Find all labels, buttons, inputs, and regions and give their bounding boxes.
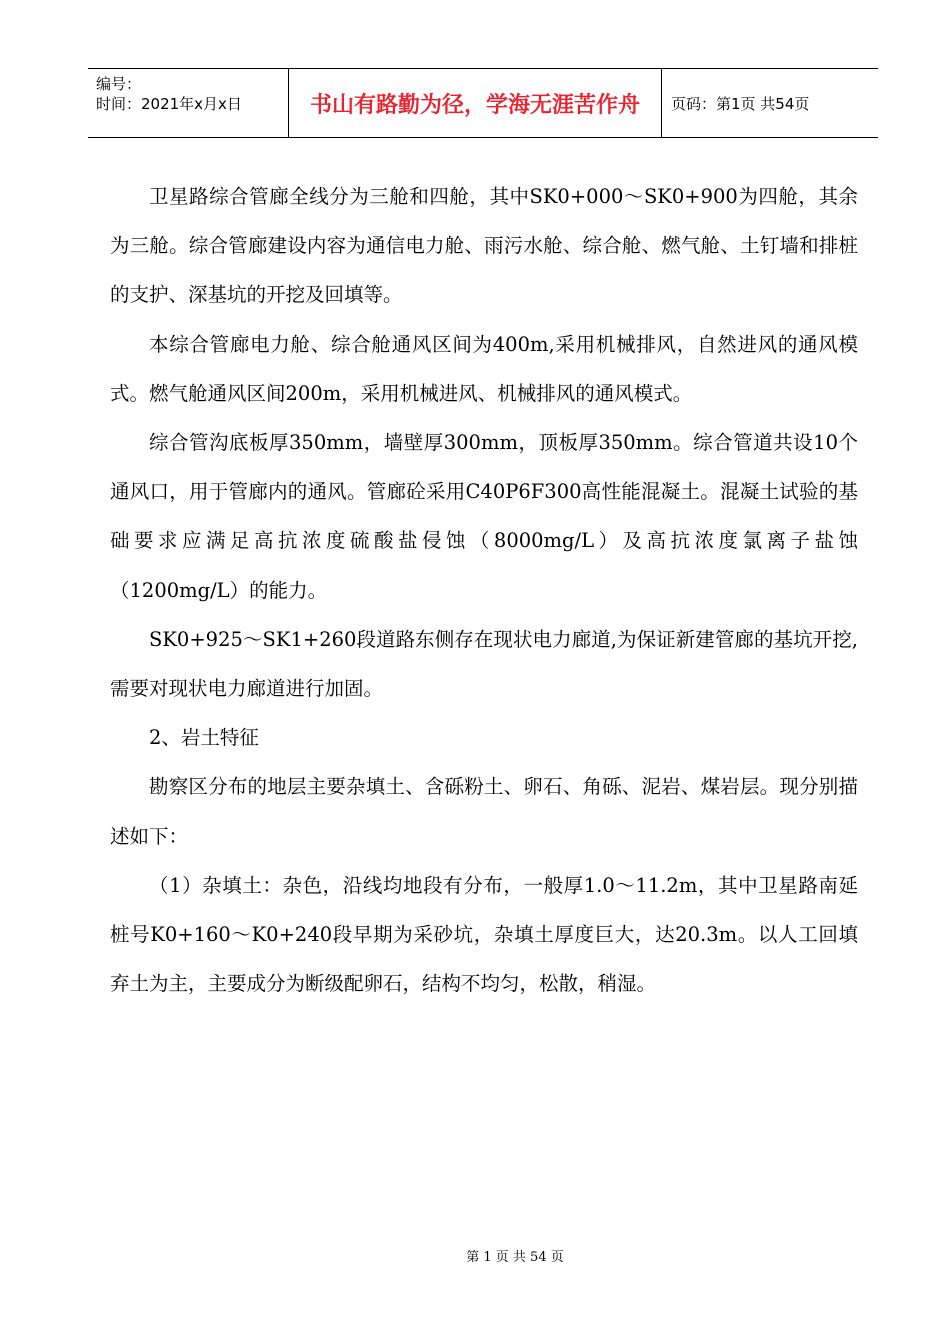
paragraph: （1）杂填土：杂色，沿线均地段有分布，一般厚1.0～11.2m，其中卫星路南延桩号K0+160～K0+240段早期为采砂坑，杂填土厚度巨大，达20.3m。以人工回填弃土为主，主要成分为断级配卵石，结构不均匀，松散，稍湿。 xyxy=(110,873,858,996)
header-divider xyxy=(661,69,662,137)
paragraph: 综合管沟底板厚350mm，墙壁厚300mm，顶板厚350mm。综合管道共设10个通风口，用于管廊内的通风。管廊砼采用C40P6F300高性能混凝土。混凝土试验的基础要求应满足高抗浓度硫酸盐侵蚀（8000mg/L）及高抗浓度氯离子盐蚀（1200mg/L）的能力。 xyxy=(110,431,858,602)
header-page-info: 页码：第1页 共54页 xyxy=(671,95,810,113)
page-footer: 第 1 页 共 54 页 xyxy=(466,1250,564,1265)
document-number-label: 编号： xyxy=(96,75,142,93)
header-meta xyxy=(88,69,288,137)
paragraph: 卫星路综合管廊全线分为三舱和四舱，其中SK0+000～SK0+900为四舱，其余为三舱。综合管廊建设内容为通信电力舱、雨污水舱、综合舱、燃气舱、土钉墙和排桩的支护、深基坑的开挖及回填等。 xyxy=(110,185,858,307)
page-header xyxy=(88,68,878,138)
paragraph: 勘察区分布的地层主要杂填土、含砾粉土、卵石、角砾、泥岩、煤岩层。现分别描述如下： xyxy=(110,775,858,848)
header-motto: 书山有路勤为径，学海无涯苦作舟 xyxy=(309,91,640,118)
paragraph: SK0+925～SK1+260段道路东侧存在现状电力廊道,为保证新建管廊的基坑开挖,需要对现状电力廊道进行加固。 xyxy=(110,627,858,701)
document-time-label: 时间：2021年x月x日 xyxy=(96,95,242,113)
section-heading: 2、岩土特征 xyxy=(149,726,259,750)
document-body xyxy=(110,172,858,1008)
paragraph: 本综合管廊电力舱、综合舱通风区间为400m,采用机械排风，自然进风的通风模式。燃气舱通风区间200m，采用机械进风、机械排风的通风模式。 xyxy=(110,332,858,405)
